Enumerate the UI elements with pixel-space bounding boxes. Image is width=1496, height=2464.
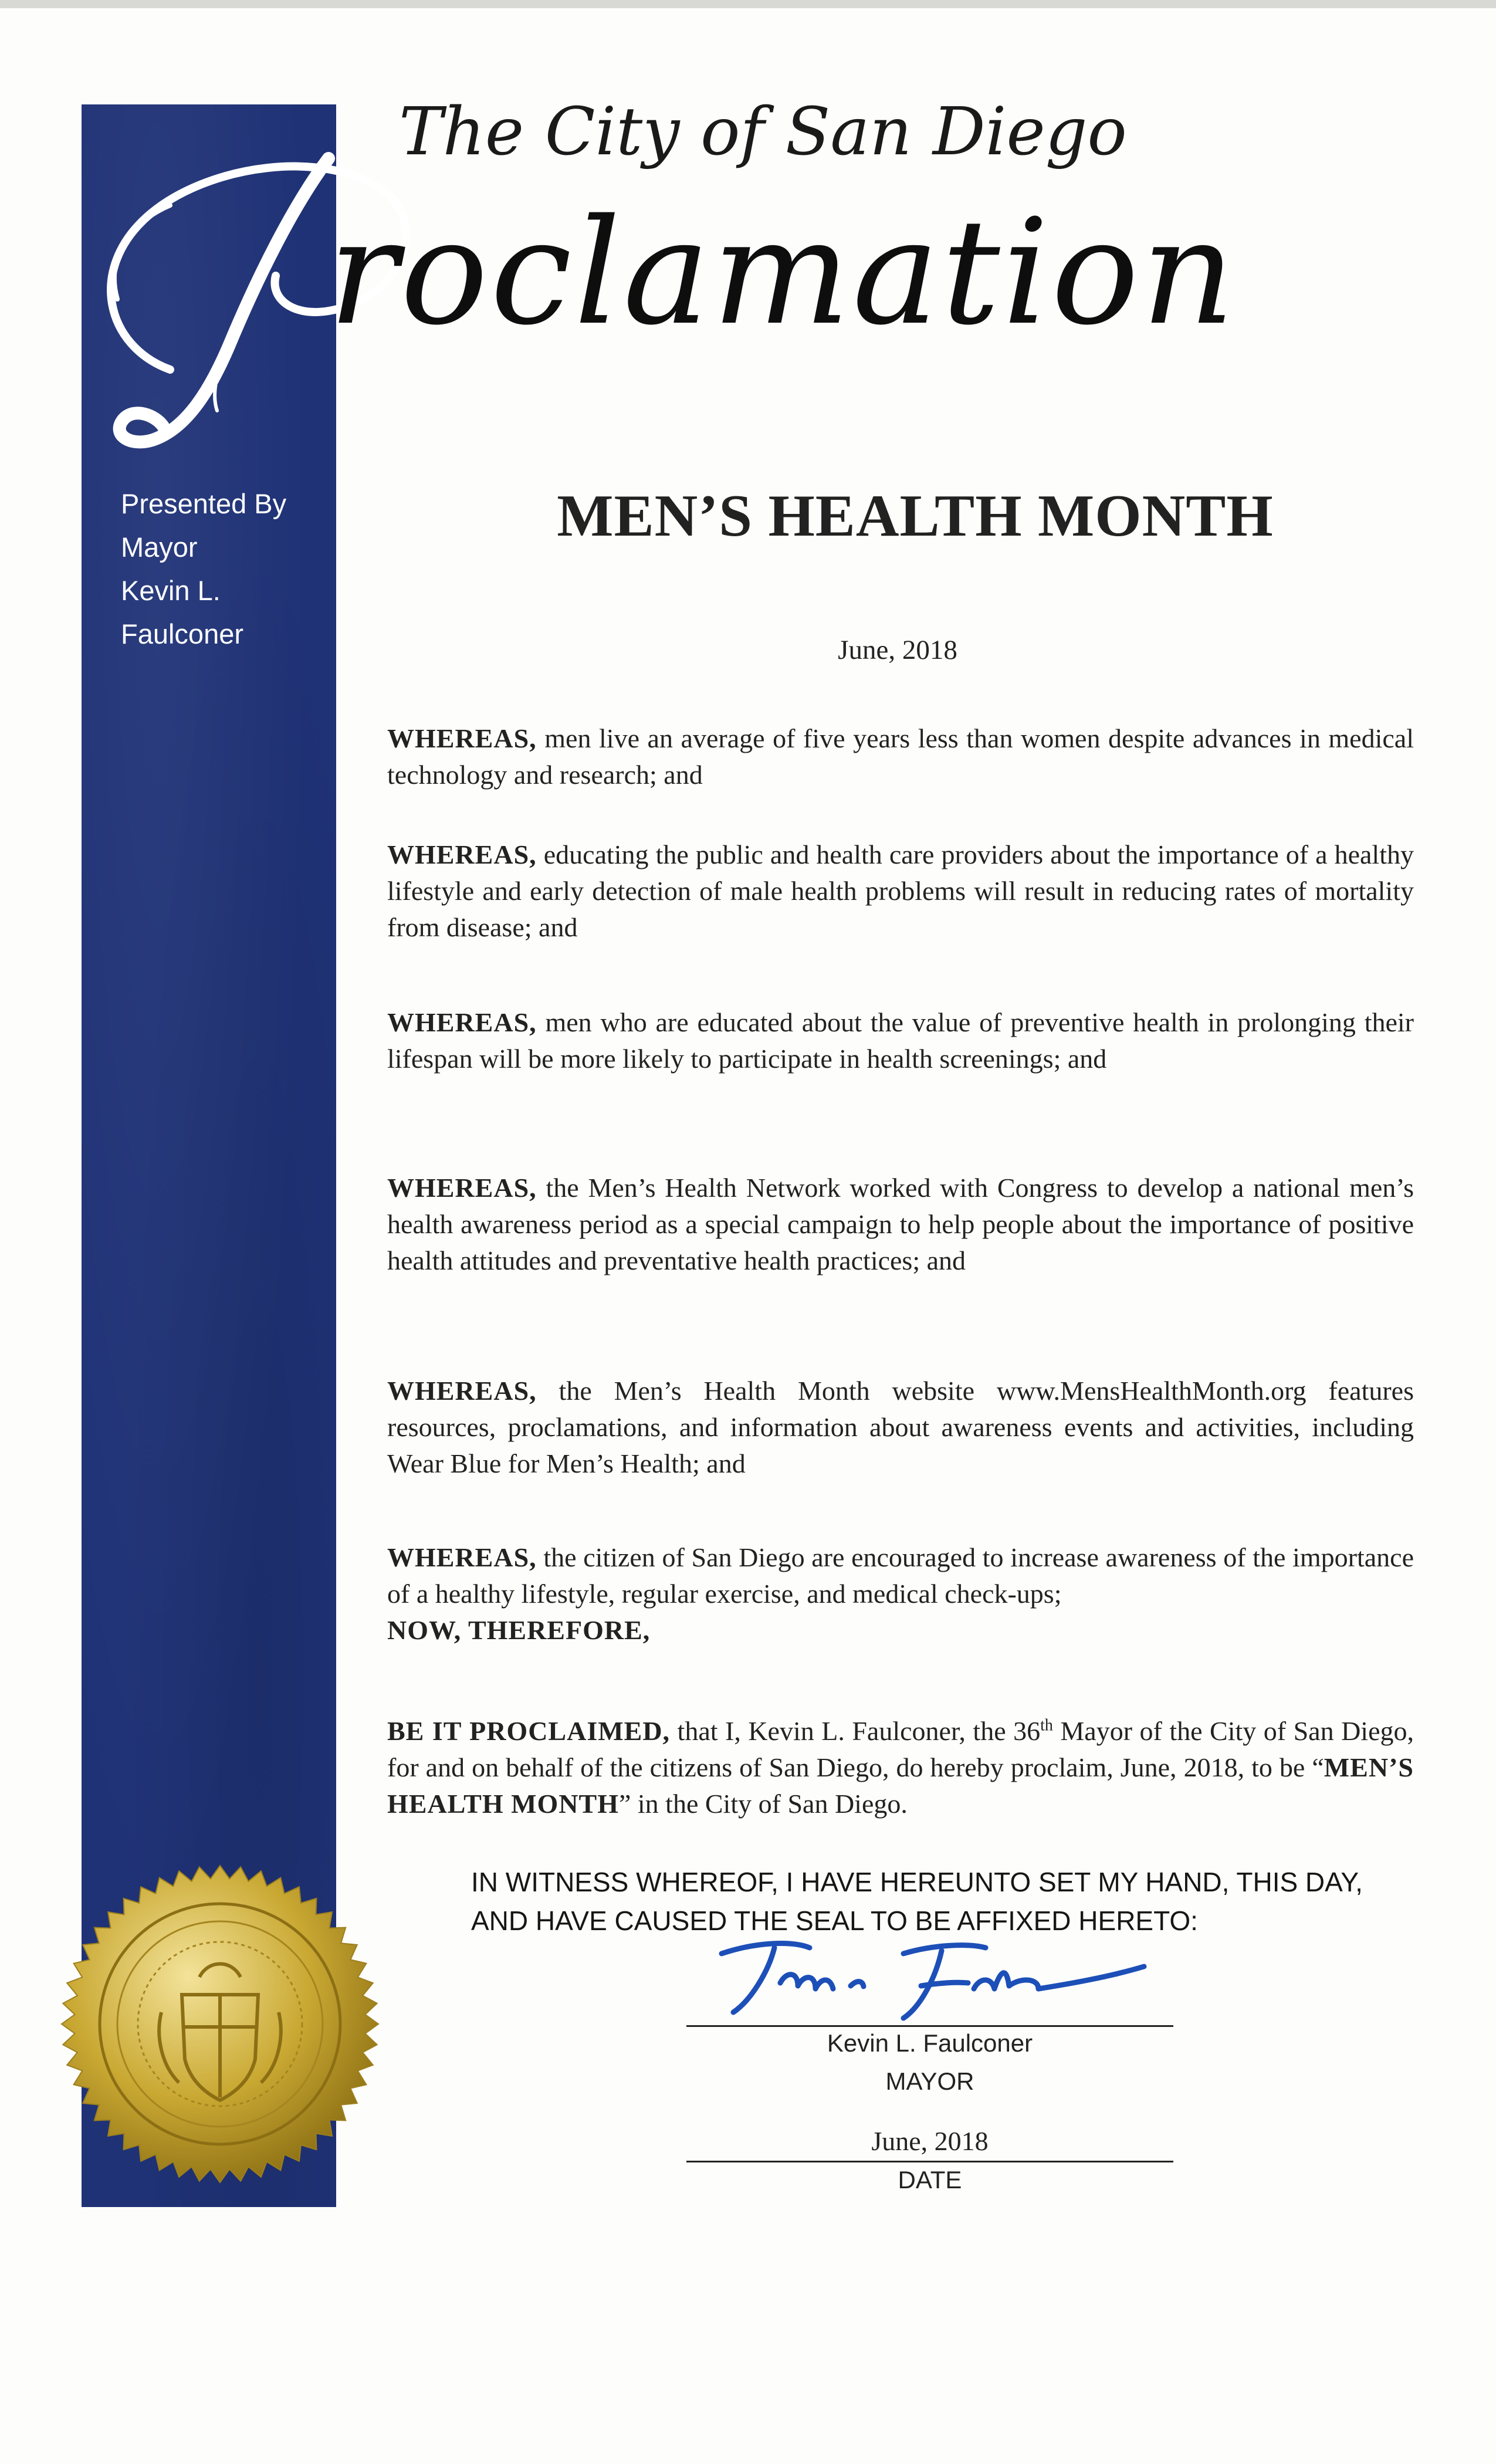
mayor-signature (710, 1930, 1156, 2030)
whereas-clause (387, 1373, 1414, 1482)
proclaim-text: ” in the City of San Diego. (618, 1789, 908, 1819)
whereas-clause (387, 720, 1414, 793)
clause-lead: WHEREAS, (387, 1376, 537, 1406)
ordinal-suffix: th (1040, 1716, 1053, 1735)
clause-text: the citizen of San Diego are encouraged to increase awareness of the importance of a healthy lifestyle, regular exercise, and medical check-ups; (387, 1542, 1414, 1609)
clause-lead: WHEREAS, (387, 723, 537, 753)
presented-by-block (121, 482, 320, 656)
city-seal (56, 1860, 384, 2188)
proclamation-date: June, 2018 (838, 635, 957, 665)
clause-lead: WHEREAS, (387, 1542, 537, 1572)
whereas-clause (387, 1170, 1414, 1279)
clause-lead: WHEREAS, (387, 840, 537, 869)
proclamation-heading: roclamation (329, 188, 1237, 357)
witness-line: AND HAVE CAUSED THE SEAL TO BE AFFIXED HERETO: (471, 1905, 1198, 1936)
proclaim-bold: MEN’S HEALTH MONTH (387, 1752, 1414, 1819)
date-label: DATE (898, 2166, 962, 2194)
scan-edge (0, 0, 1496, 8)
presented-line: Mayor (121, 532, 198, 563)
clause-text: men live an average of five years less than women despite advances in medical technology and research; and (387, 723, 1414, 790)
presented-line: Faulconer (121, 618, 243, 649)
city-heading: The City of San Diego (399, 94, 1127, 170)
presented-line: Kevin L. (121, 575, 221, 606)
proclaim-text: Mayor of the City of San Diego, for and on behalf of the citizens of San Diego, do hereby proclaim, June, 2018, to be “ (387, 1716, 1414, 1782)
clause-text: men who are educated about the value of preventive health in prolonging their lifespan will be more likely to participate in health screenings; and (387, 1007, 1414, 1074)
page-title: MEN’S HEALTH MONTH (557, 483, 1274, 549)
clause-text: the Men’s Health Month website www.MensHealthMonth.org features resources, proclamations, and information about awareness events and activities, including Wear Blue for Men’s Health; and (387, 1376, 1414, 1478)
signer-name: Kevin L. Faulconer (827, 2029, 1033, 2057)
whereas-clause (387, 837, 1414, 946)
signer-role: MAYOR (885, 2067, 974, 2095)
whereas-clause (387, 1004, 1414, 1077)
witness-line: IN WITNESS WHEREOF, I HAVE HEREUNTO SET MY HAND, THIS DAY, (471, 1867, 1363, 1897)
clause-text: educating the public and health care providers about the importance of a healthy lifestyle and early detection of male health problems will result in reducing rates of mortality from disease; and (387, 840, 1414, 942)
clause-lead: WHEREAS, (387, 1173, 537, 1203)
proclaim-text: that I, Kevin L. Faulconer, the 36 (670, 1716, 1041, 1746)
date-line (686, 2161, 1173, 2162)
proclaim-clause (387, 1713, 1414, 1822)
clause-lead: WHEREAS, (387, 1007, 537, 1037)
signing-date: June, 2018 (871, 2126, 989, 2156)
now-therefore: NOW, THEREFORE, (387, 1615, 651, 1645)
witness-statement (471, 1863, 1386, 1940)
clause-text: the Men’s Health Network worked with Congress to develop a national men’s health awareness period as a special campaign to help people about the importance of positive health attitudes and preventative health practices; and (387, 1173, 1414, 1275)
presented-line: Presented By (121, 488, 287, 519)
proclaim-lead: BE IT PROCLAIMED, (387, 1716, 671, 1746)
whereas-clause (387, 1539, 1414, 1649)
